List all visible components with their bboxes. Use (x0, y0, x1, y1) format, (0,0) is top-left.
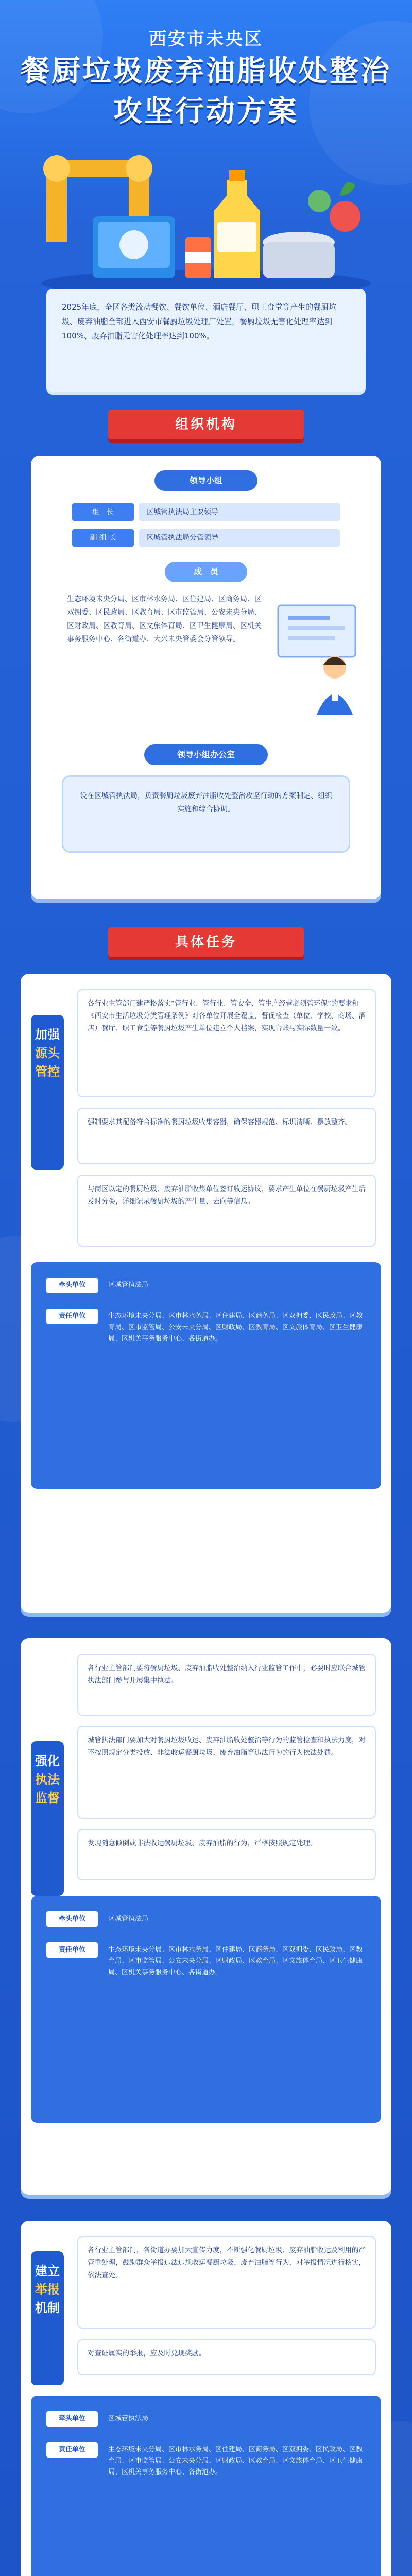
lead-label: 牵头单位 (46, 1911, 98, 1927)
task-para-text: 各行业主管部门建严格落实“管行业、管行业、管安全、管生产经营必须管环保”的要求和《西安市生活垃圾分类管理条例》对各单位开展全覆盖，督促检查（单位、学校、商场、酒店）餐厅、职工食堂等餐厨垃圾产生单位建立个人档案，实现台账与实际数量一致。 (88, 999, 366, 1032)
section-title-tasks: 具体任务 (175, 935, 237, 950)
section-ribbon-org (0, 410, 412, 443)
task-3-units (31, 2396, 381, 2576)
side-label-pre: 建立 (35, 2264, 60, 2278)
title-line-1: 餐厨垃圾废弃油脂收处整治 (21, 55, 391, 88)
lead-label: 牵头单位 (46, 1278, 98, 1293)
task-2-para-1 (77, 1654, 376, 1716)
task-para-text: 与商区以定的餐厨垃圾、废弃油脂收集单位签订收运协议，要求产生单位在餐厨垃圾产生后及时分类，详细记录餐厨垃圾的产生量、去向等信息。 (88, 1185, 366, 1206)
task-2-para-2 (77, 1726, 376, 1819)
hero-illustration (31, 139, 381, 294)
task-1-para-3 (77, 1175, 376, 1247)
task-3-panel (21, 2221, 391, 2576)
task-para-text: 各行业主管部门要将餐厨垃圾、废弃油脂收处整治纳入行业监管工作中，必要时应联合城管执法部门参与开展集中执法。 (88, 1664, 366, 1685)
side-label-post: 机制 (35, 2301, 60, 2315)
task-1-units (31, 1262, 381, 1489)
side-label-highlight: 源头管控 (35, 1046, 60, 1079)
task-3-side-label (31, 2251, 64, 2385)
intro-text: 2025年底，全区各类流动餐饮、餐饮单位、酒店餐厅、职工食堂等产生的餐厨垃圾、废弃油脂全部进入西安市餐厨垃圾处理厂处置，餐厨垃圾无害化处理率达到100%、废弃油脂无害化处理率达到100%。 (62, 302, 337, 341)
task-1-side-label (31, 1015, 64, 1170)
office-label: 领导小组办公室 (144, 744, 268, 765)
hero (0, 0, 412, 304)
task-2-para-3 (77, 1829, 376, 1880)
task-para-text: 发现随意倾倒或非法收运餐厨垃圾、废弃油脂的行为，严格按照规定处理。 (88, 1839, 317, 1848)
title-line-2: 攻坚行动方案 (113, 95, 299, 128)
resp-label: 责任单位 (46, 1942, 98, 1958)
leader-group-label: 领导小组 (154, 470, 258, 491)
task-para-text: 城管执法部门要加大对餐厨垃圾收运、废弃油脂收处整治等行为的监管检查和执法力度，对不按照规定分类投放、非法收运餐厨垃圾、废弃油脂等违法行为的行为依法处罚。 (88, 1736, 366, 1757)
resp-label: 责任单位 (46, 1309, 98, 1324)
lead-value: 区城管执法局 (108, 1915, 149, 1923)
page-subtitle: 西安市未央区 (149, 29, 263, 49)
page-title (0, 52, 412, 132)
members-text: 生态环境未央分局、区市林水务局、区住建局、区商务局、区双拥委、区民政局、区教育局、区市监管局、公安未央分局、区财政局、区教育局、区文旅体育局、区卫生健康局、区机关事务服务中心、各街道办、大兴未央管委会分管领导。 (67, 595, 262, 643)
resp-value: 生态环境未央分局、区市林水务局、区住建局、区商务局、区双拥委、区民政局、区教育局、区市监管局、公安未央分局、区财政局、区教育局、区文旅体育局、区卫生健康局、区机关事务服务中心、各街道办。 (108, 2446, 363, 2476)
resp-label: 责任单位 (46, 2442, 98, 2458)
task-2-side-label (31, 1741, 64, 1896)
resp-value: 生态环境未央分局、区市林水务局、区住建局、区商务局、区双拥委、区民政局、区教育局、区市监管局、公安未央分局、区财政局、区教育局、区文旅体育局、区卫生健康局、区机关事务服务中心、各街道办。 (108, 1946, 363, 1976)
members-label: 成 员 (165, 562, 247, 582)
side-label-pre: 加强 (35, 1027, 60, 1042)
task-3-para-1 (77, 2236, 376, 2329)
presenter-illustration (273, 595, 366, 719)
leader-row-key: 副 组 长 (72, 529, 134, 547)
lead-label: 牵头单位 (46, 2411, 98, 2427)
task-1-panel (21, 974, 391, 1613)
side-label-highlight: 举报 (35, 2282, 60, 2297)
task-1-para-2 (77, 1108, 376, 1164)
resp-value: 生态环境未央分局、区市林水务局、区住建局、区商务局、区双拥委、区民政局、区教育局、区市监管局、公安未央分局、区财政局、区教育局、区文旅体育局、区卫生健康局、区机关事务服务中心、各街道办。 (108, 1312, 363, 1343)
intro-card (46, 289, 366, 392)
office-text: 设在区城管执法局，负责餐厨垃圾废弃油脂收处整治攻坚行动的方案制定、组织实施和综合协调。 (80, 792, 332, 814)
task-para-text: 各行业主管部门，各街道办要加大宣传力度，不断强化餐厨垃圾、废弃油脂收运及利用的严管重处理，鼓励群众举报违法违规收运餐厨垃圾、废弃油脂等行为，对举报情况进行核实，依法查处。 (88, 2246, 366, 2279)
leader-row-value: 区城管执法局主要领导 (139, 503, 340, 521)
org-panel (31, 456, 381, 899)
office-card (62, 775, 350, 853)
task-para-text: 强制要求其配备符合标准的餐厨垃圾收集容器，确保容器规范、标识清晰、摆放整齐。 (88, 1118, 352, 1126)
side-label-pre: 强化 (35, 1754, 60, 1768)
section-ribbon-tasks (0, 927, 412, 960)
section-title-org: 组织机构 (175, 417, 237, 432)
task-1-para-1 (77, 989, 376, 1097)
leader-row-value: 区城管执法局分管领导 (139, 529, 340, 547)
task-para-text: 对查证属实的举报，应及时兑现奖励。 (88, 2349, 206, 2358)
task-3-para-2 (77, 2339, 376, 2375)
leader-row-key: 组 长 (72, 503, 134, 521)
lead-value: 区城管执法局 (108, 2415, 149, 2422)
task-2-panel (21, 1638, 391, 2195)
side-label-highlight: 执法监督 (35, 1772, 60, 1805)
task-2-units (31, 1896, 381, 2123)
lead-value: 区城管执法局 (108, 1281, 149, 1289)
